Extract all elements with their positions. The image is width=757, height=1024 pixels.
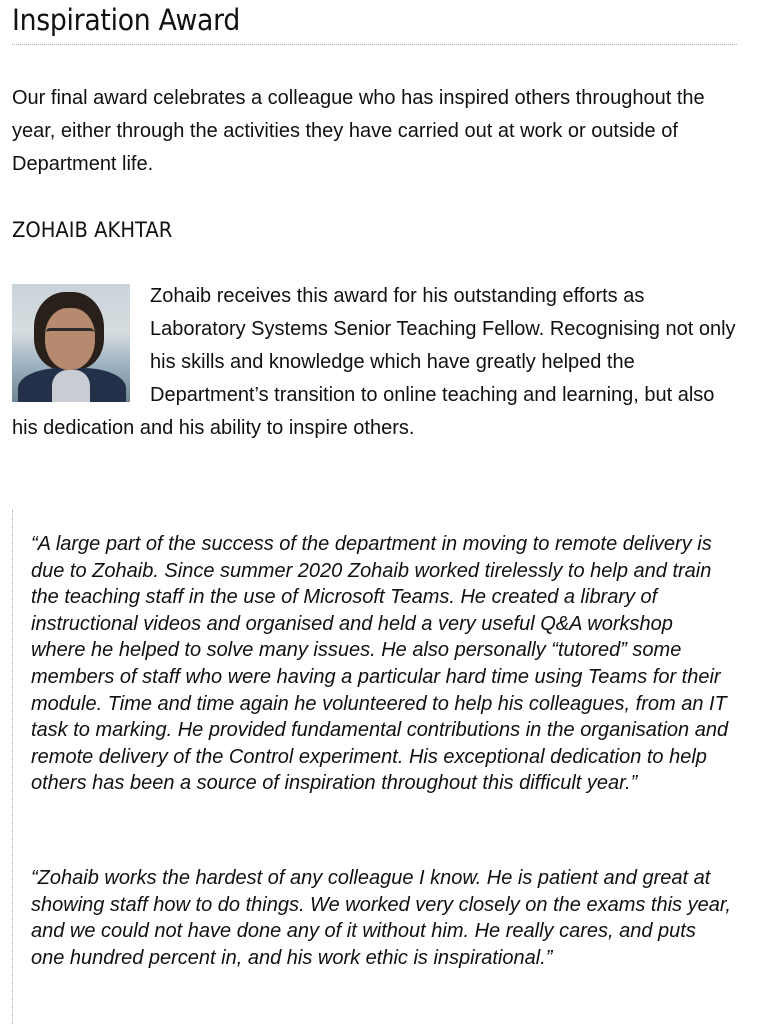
photo-glasses: [46, 328, 94, 342]
testimonial-blockquote: [12, 510, 738, 1024]
testimonial-quote-2: “Zohaib works the hardest of any colleague I know. He is patient and great at showing staff how to do things. We worked very closely on the exams this year, and we could not have done any of it without him. He really cares, and puts one hundred percent in, and his work ethic is inspirational.”: [31, 867, 731, 969]
testimonial-quote-1: “A large part of the success of the department in moving to remote delivery is due to Zohaib. Since summer 2020 Zohaib worked tirelessly to help and train the teaching staff in the use of Microsoft Teams. He created a library of instructional videos and organised and held a very useful Q&A workshop where he helped to solve many issues. He also personally “tutored” some members of staff who were having a particular hard time using Teams for their module. Time and time again he volunteered to help his colleagues, from an IT task to marking. He provided fundamental contributions in the organisation and remote delivery of the Control experiment. His exceptional dedication to help others has been a source of inspiration throughout this difficult year.”: [31, 533, 729, 795]
title-divider: [12, 44, 737, 45]
intro-paragraph: Our final award celebrates a colleague who has inspired others throughout the year, either through the activities they have carried out at work or outside of Department life.: [12, 87, 705, 175]
page-title: Inspiration Award: [12, 3, 241, 37]
recipient-bio-text: Zohaib receives this award for his outstanding efforts as Laboratory Systems Senior Teaching Fellow. Recognising not only his skills and knowledge which have greatly helped the Department’s transition to online teaching and learning, but also his dedication and his ability to inspire others.: [12, 285, 736, 439]
recipient-bio-section: [12, 280, 742, 445]
recipient-photo: [12, 284, 130, 402]
photo-shirt: [52, 370, 90, 402]
recipient-name: ZOHAIB AKHTAR: [12, 218, 173, 242]
